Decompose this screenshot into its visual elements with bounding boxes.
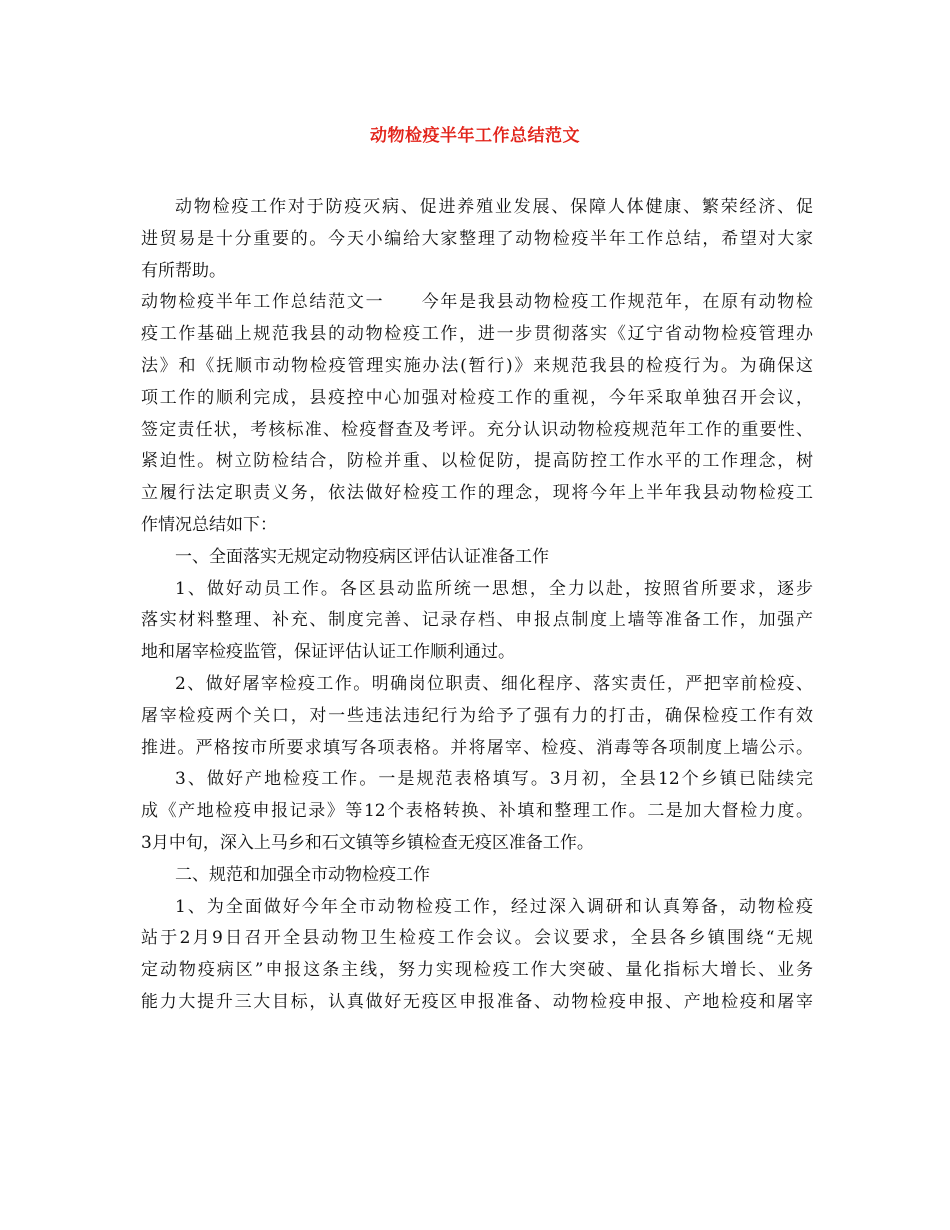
text-line: 1、为全面做好今年全市动物检疫工作，经过深入调研和认真筹备，动物检疫 [175, 896, 813, 917]
text-line: 动物检疫工作对于防疫灭病、促进养殖业发展、保障人体健康、繁荣经济、促 [175, 197, 813, 217]
text-line: 2、做好屠宰检疫工作。明确岗位职责、细化程序、落实责任，严把宰前检疫、 [175, 673, 813, 694]
text-line: 3、做好产地检疫工作。一是规范表格填写。3月初，全县12个乡镇已陆续完 [175, 769, 813, 790]
text-line: 疫工作基础上规范我县的动物检疫工作，进一步贯彻落实《辽宁省动物检疫管理办 [141, 324, 813, 345]
text-line: 成《产地检疫申报记录》等12个表格转换、补填和整理工作。二是加大督检力度。 [141, 801, 813, 822]
text-line: 能力大提升三大目标，认真做好无疫区申报准备、动物检疫申报、产地检疫和屠宰 [141, 991, 813, 1012]
text-line: 定动物疫病区”申报这条主线，努力实现检疫工作大突破、量化指标大增长、业务 [141, 960, 813, 981]
text-line: 一、全面落实无规定动物疫病区评估认证准备工作 [175, 546, 549, 567]
text-line: 1、做好动员工作。各区县动监所统一思想，全力以赴，按照省所要求，逐步 [175, 578, 813, 599]
text-line: 法》和《抚顺市动物检疫管理实施办法(暂行)》来规范我县的检疫行为。为确保这 [141, 355, 813, 376]
text-line: 项工作的顺利完成，县疫控中心加强对检疫工作的重视，今年采取单独召开会议， [141, 387, 813, 408]
text-line: 动物检疫半年工作总结范文一 今年是我县动物检疫工作规范年，在原有动物检 [141, 292, 813, 313]
text-line: 进贸易是十分重要的。今天小编给大家整理了动物检疫半年工作总结，希望对大家 [141, 228, 813, 249]
text-line: 3月中旬，深入上马乡和石文镇等乡镇检查无疫区准备工作。 [141, 832, 594, 853]
text-line: 作情况总结如下： [141, 514, 277, 535]
text-line: 有所帮助。 [141, 260, 226, 281]
text-line: 签定责任状，考核标准、检疫督查及考评。充分认识动物检疫规范年工作的重要性、 [141, 419, 813, 440]
text-line: 屠宰检疫两个关口，对一些违法违纪行为给予了强有力的打击，确保检疫工作有效 [141, 705, 813, 726]
text-line: 推进。严格按市所要求填写各项表格。并将屠宰、检疫、消毒等各项制度上墙公示。 [141, 737, 813, 758]
document-body [141, 192, 813, 1019]
text-line: 站于2月9日召开全县动物卫生检疫工作会议。会议要求，全县各乡镇围绕“无规 [141, 928, 813, 949]
text-line: 落实材料整理、补充、制度完善、记录存档、申报点制度上墙等准备工作，加强产 [141, 610, 813, 631]
document-title: 动物检疫半年工作总结范文 [370, 126, 580, 146]
text-line: 地和屠宰检疫监管，保证评估认证工作顺利通过。 [141, 642, 515, 663]
text-line: 紧迫性。树立防检结合，防检并重、以检促防，提高防控工作水平的工作理念，树 [141, 451, 813, 472]
text-line: 二、规范和加强全市动物检疫工作 [175, 864, 430, 885]
text-line: 立履行法定职责义务，依法做好检疫工作的理念，现将今年上半年我县动物检疫工 [141, 483, 813, 504]
